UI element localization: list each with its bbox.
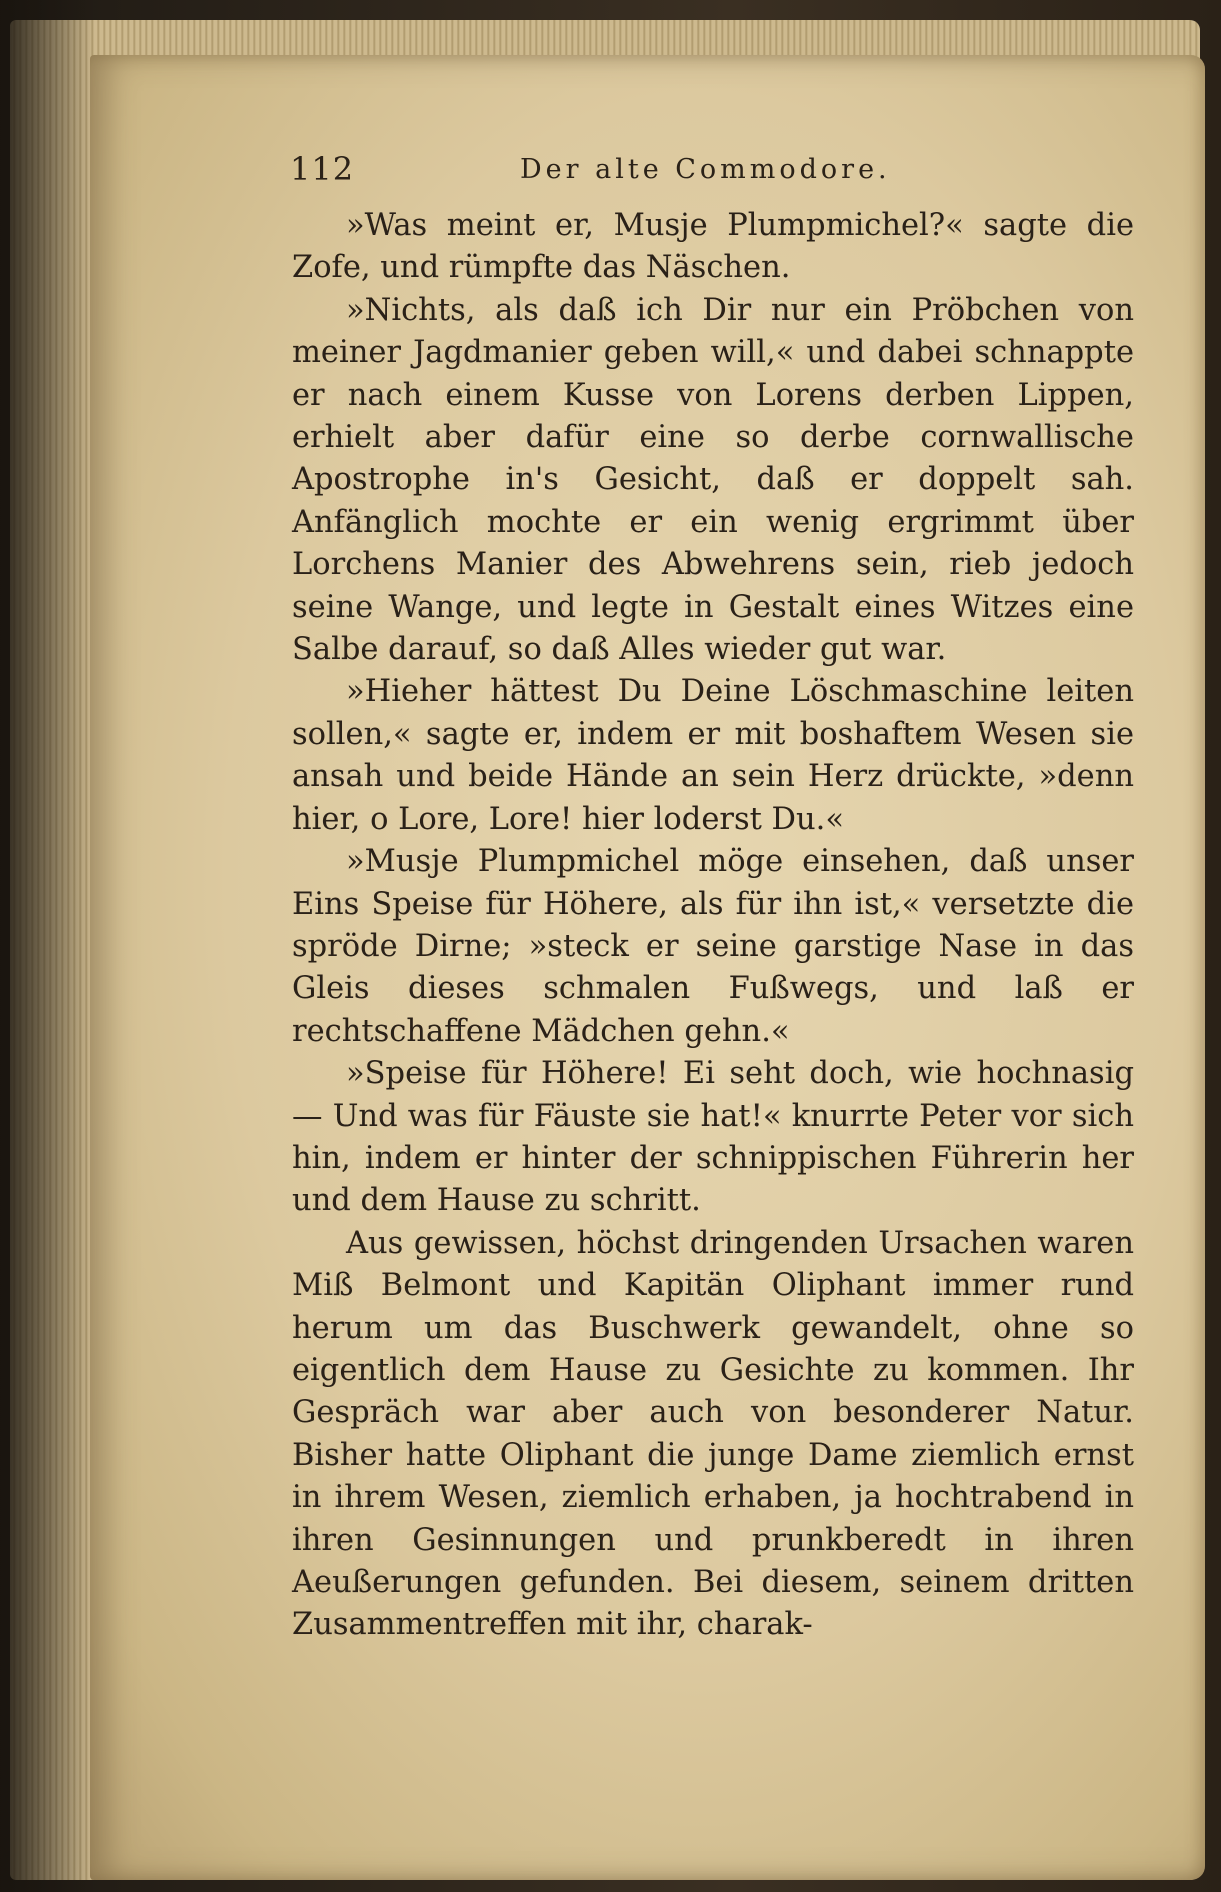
running-title: Der alte Commodore. [520, 154, 891, 185]
paragraph: »Hieher hättest Du Deine Löschmaschine leiten sollen,« sagte er, indem er mit boshaftem Wesen sie ansah und beide Hände an sein Herz drückte, »denn hier, o Lore, Lore! hier loderst Du.« [292, 674, 1134, 837]
paragraph: »Was meint er, Musje Plumpmichel?« sagte die Zofe, und rümpfte das Näschen. [292, 208, 1134, 286]
paragraph: Aus gewissen, höchst dringenden Ursachen waren Miß Belmont und Kapitän Oliphant immer rund herum um das Buschwerk gewandelt, ohne so eigentlich dem Hause zu Gesichte zu kommen. Ihr Gespräch war aber auch von besonderer Natur. Bisher hatte Oliphant die junge Dame ziemlich ernst in ihrem Wesen, ziemlich erhaben, ja hochtrabend in ihren Gesinnungen und prunkberedt in ihren Aeußerungen gefunden. Bei diesem, seinem dritten Zusammentreffen mit ihr, charak- [292, 1225, 1134, 1643]
spine-shadow [0, 0, 95, 1892]
paragraph: »Musje Plumpmichel möge einsehen, daß unser Eins Speise für Höhere, als für ihn ist,« versetzte die spröde Dirne; »steck er seine garstige Nase in das Gleis dieses schmalen Fußwegs, und laß er rechtschaffene Mädchen gehn.« [292, 844, 1134, 1049]
paragraph: »Speise für Höhere! Ei seht doch, wie hochnasig — Und was für Fäuste sie hat!« knurrte Peter vor sich hin, indem er hinter der schnippischen Führerin her und dem Hause zu schritt. [292, 1056, 1134, 1219]
page-number: 112 [290, 150, 355, 188]
page-header [290, 150, 900, 200]
paragraph: »Nichts, als daß ich Dir nur ein Pröbchen von meiner Jagdmanier geben will,« und dabei schnappte er nach einem Kusse von Lorens derben Lippen, erhielt aber dafür eine so derbe cornwallische Apostrophe in's Gesicht, daß er doppelt sah. Anfänglich mochte er ein wenig ergrimmt über Lorchens Manier des Abwehrens sein, rieb jedoch seine Wange, und legte in Gestalt eines Witzes eine Salbe darauf, so daß Alles wieder gut war. [292, 292, 1134, 668]
body-text [292, 205, 1134, 1647]
